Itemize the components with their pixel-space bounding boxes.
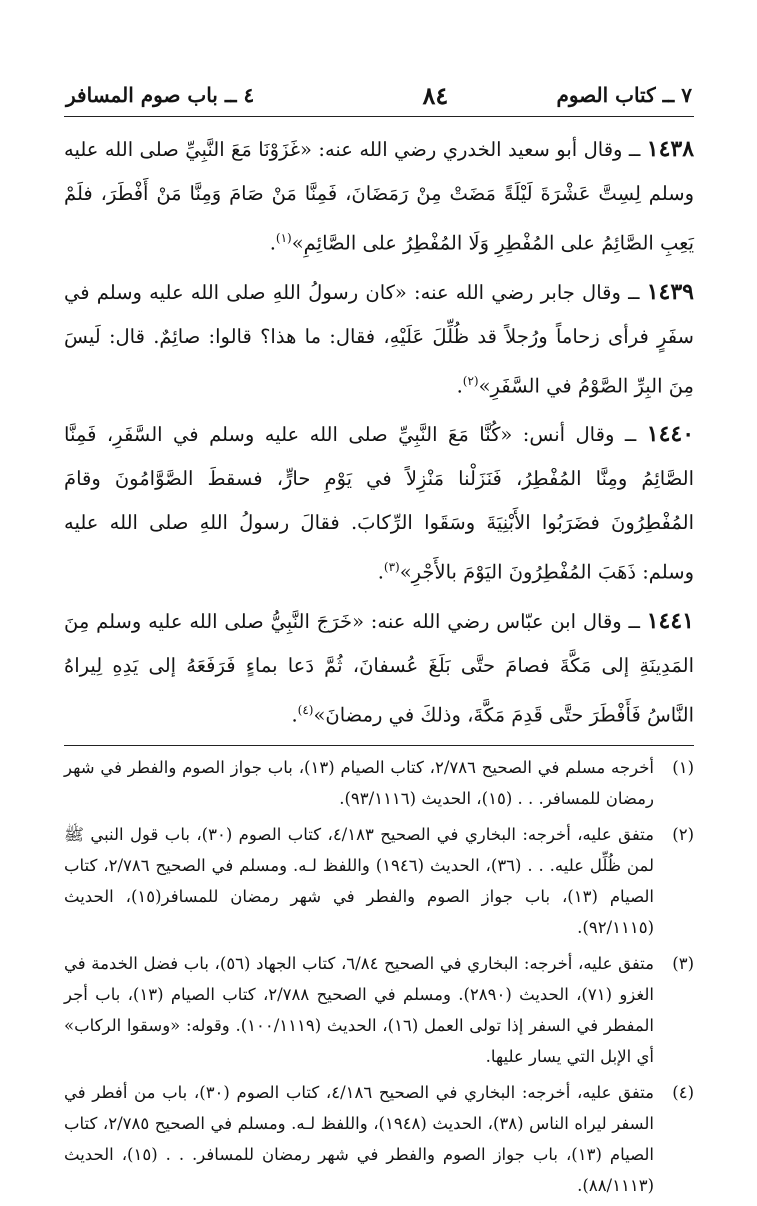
footnote [64, 948, 694, 1072]
hadith-text: ــ وقال ابن عبّاس رضي الله عنه: «خَرَجَ النَّبِيُّ صلى الله عليه وسلم مِنَ المَدِينَةِ إلى مَكَّةَ فصامَ حتَّى بَلَغَ عُسفانَ، ثُمَّ دَعا بماءٍ فَرَفَعَهُ إلى يَدِهِ لِيراهُ النَّاسُ فَأَفْطَرَ حتَّى قَدِمَ مَكَّةَ، وذلكَ في رمضانَ» [64, 609, 694, 726]
footnotes [64, 752, 694, 1201]
footnote-label: (٢) [672, 825, 694, 844]
running-header [64, 78, 694, 117]
footnote-ref: (٢) [462, 373, 479, 388]
footnote-label: (٤) [672, 1083, 694, 1102]
footnote [64, 752, 694, 814]
hadith-number: ١٤٤١ [646, 607, 694, 634]
footnote-ref: (٣) [383, 560, 400, 574]
footnote [64, 819, 694, 943]
chapter-title: ٧ ــ كتاب الصوم [556, 83, 692, 107]
hadith-paragraph: ١٤٣٨ ــ وقال أبو سعيد الخدري رضي الله عنه: «غَزَوْنَا مَعَ النَّبِيِّ صلى الله عليه وسلم لِسِتَّ عَشْرَةَ لَيْلَةً مَضَتْ مِنْ رَمَضَانَ، فَمِنَّا مَنْ صَامَ وَمِنَّا مَنْ أَفْطَرَ، فلَمْ يَعِبِ الصَّائِمُ على المُفْطِرِ وَلَا المُفْطِرُ على الصَّائِمِ»$^{(١)}$. [64, 136, 695, 255]
hadith-number: ١٤٤٠ [646, 421, 695, 447]
footnote-separator [64, 745, 694, 746]
footnote-label: (٣) [672, 954, 694, 973]
footnote-text: أخرجه مسلم في الصحيح ٢/٧٨٦، كتاب الصيام (١٣)، باب جواز الصوم والفطر في شهر رمضان للمسافر. . . (١٥)، الحديث (٩٣/١١١٦). [64, 758, 654, 808]
footnote-label: (١) [672, 758, 694, 777]
footnote-text: متفق عليه، أخرجه: البخاري في الصحيح ٤/١٨٣، كتاب الصوم (٣٠)، باب قول النبي ﷺ لمن ظُلِّل عليه. . . (٣٦)، الحديث (١٩٤٦) واللفظ لـه. ومسلم في الصحيح ٢/٧٨٦، كتاب الصيام (١٣)، باب جواز الصوم والفطر في شهر رمضان للمسافر(١٥)، الحديث (٩٢/١١١٥). [64, 825, 654, 937]
footnote-ref: (١) [275, 231, 292, 245]
main-text [64, 127, 694, 737]
hadith-number: ١٤٣٩ [646, 278, 694, 305]
hadith-text: ــ وقال أبو سعيد الخدري رضي الله عنه: «غَزَوْنَا مَعَ النَّبِيِّ صلى الله عليه وسلم لِسِتَّ عَشْرَةَ لَيْلَةً مَضَتْ مِنْ رَمَضَانَ، فَمِنَّا مَنْ صَامَ وَمِنَّا مَنْ أَفْطَرَ، فلَمْ يَعِبِ الصَّائِمُ على المُفْطِرِ وَلَا المُفْطِرُ على الصَّائِمِ» [64, 138, 694, 255]
section-title: ٤ ــ باب صوم المسافر [66, 83, 255, 107]
hadith-text: ــ وقال أنس: «كُنَّا مَعَ النَّبِيِّ صلى الله عليه وسلم في السَّفَرِ، فَمِنَّا الصَّائِمُ ومِنَّا المُفْطِرُ، فَنَزَلْنا مَنْزِلاً في يَوْمِ حارٍّ، فسقطَ الصَّوَّامُونَ وقامَ المُفْطِرُونَ فضَرَبُوا الأَبْنِيَةَ وسَقَوا الرِّكابَ. فقالَ رسولُ اللهِ صلى الله عليه وسلم: ذَهَبَ المُفْطِرُونَ اليَوْمَ بالأَجْرِ» [64, 423, 694, 584]
hadith-text: ــ وقال جابر رضي الله عنه: «كان رسولُ اللهِ صلى الله عليه وسلم في سفَرٍ فرأى زحاماً ورُجلاً قد ظُلِّلَ عَلَيْهِ، فقال: ما هذا؟ قالوا: صائِمٌ. قال: لَيسَ مِنَ البِرِّ الصَّوْمُ في السَّفَرِ» [64, 280, 694, 397]
hadith-number: ١٤٣٨ [646, 136, 695, 162]
footnote [64, 1077, 694, 1201]
page-number: ٨٤ [422, 80, 449, 110]
hadith-paragraph: ١٤٤١ ــ وقال ابن عبّاس رضي الله عنه: «خَرَجَ النَّبِيُّ صلى الله عليه وسلم مِنَ المَدِينَةِ إلى مَكَّةَ فصامَ حتَّى بَلَغَ عُسفانَ، ثُمَّ دَعا بماءٍ فَرَفَعَهُ إلى يَدِهِ لِيراهُ النَّاسُ فَأَفْطَرَ حتَّى قَدِمَ مَكَّةَ، وذلكَ في رمضانَ»$^{(٤)}$. [64, 607, 694, 726]
page [64, 78, 694, 1206]
footnote-text: متفق عليه، أخرجه: البخاري في الصحيح ٤/١٨٦، كتاب الصوم (٣٠)، باب من أفطر في السفر ليراه الناس (٣٨)، الحديث (١٩٤٨)، واللفظ لـه. ومسلم في الصحيح ٢/٧٨٥، كتاب الصيام (١٣)، باب جواز الصوم والفطر في شهر رمضان للمسافر. . . (١٥)، الحديث (٨٨/١١١٣). [64, 1083, 655, 1195]
hadith-paragraph: ١٤٣٩ ــ وقال جابر رضي الله عنه: «كان رسولُ اللهِ صلى الله عليه وسلم في سفَرٍ فرأى زحاماً ورُجلاً قد ظُلِّلَ عَلَيْهِ، فقال: ما هذا؟ قالوا: صائِمٌ. قال: لَيسَ مِنَ البِرِّ الصَّوْمُ في السَّفَرِ»$^{(٢)}$. [64, 278, 694, 397]
footnote-ref: (٤) [297, 702, 314, 717]
footnote-text: متفق عليه، أخرجه: البخاري في الصحيح ٦/٨٤، كتاب الجهاد (٥٦)، باب فضل الخدمة في الغزو (٧١)، الحديث (٢٨٩٠). ومسلم في الصحيح ٢/٧٨٨، كتاب الصيام (١٣)، باب أجر المفطر في السفر إذا تولى العمل (١٦)، الحديث (١٠٠/١١١٩). وقوله: «وسقوا الركاب» أي الإبل التي يسار عليها. [64, 954, 654, 1066]
hadith-paragraph: ١٤٤٠ ــ وقال أنس: «كُنَّا مَعَ النَّبِيِّ صلى الله عليه وسلم في السَّفَرِ، فَمِنَّا الصَّائِمُ ومِنَّا المُفْطِرُ، فَنَزَلْنا مَنْزِلاً في يَوْمِ حارٍّ، فسقطَ الصَّوَّامُونَ وقامَ المُفْطِرُونَ فضَرَبُوا الأَبْنِيَةَ وسَقَوا الرِّكابَ. فقالَ رسولُ اللهِ صلى الله عليه وسلم: ذَهَبَ المُفْطِرُونَ اليَوْمَ بالأَجْرِ»$^{(٣)}$. [64, 421, 695, 584]
